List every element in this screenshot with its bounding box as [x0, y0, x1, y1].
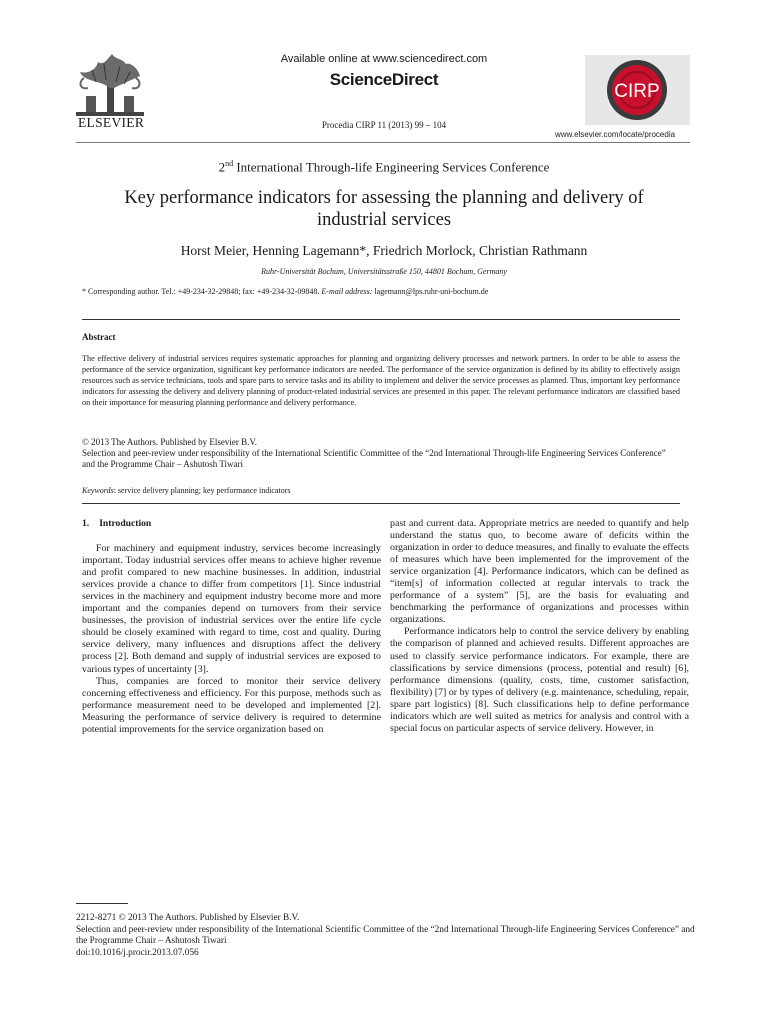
peer-review-note: Selection and peer-review under responsibility of the International Scientific Committee of the “2nd International Through-life Engineering Services Conference” and the Programme Chair – Ashutosh Tiwari	[82, 448, 666, 470]
author-list: Horst Meier, Henning Lagemann*, Friedrich Morlock, Christian Rathmann	[180, 243, 588, 258]
affiliation: Ruhr-Universität Bochum, Universitätsstraße 150, 44801 Bochum, Germany	[261, 267, 507, 276]
paragraph: For machinery and equipment industry, services become increasingly important. Today industrial services offer means to achieve higher revenue and profit compared to new machine businesses. In addition, industrial services provide a chance to differ from competitors [1]. Since industrial services in the machinery and equipment industry become more and more important and the companies depend on turnovers from their service businesses, the provision of industrial services over the entire life cycle should be closely examined with regard to time, cost and quality. During service delivery, many influences and disruptions affect the delivery process [2]. Both demand and supply of industrial services are exposed to various types of uncertainty [3].	[82, 543, 381, 675]
abstract-bottom-divider	[82, 503, 680, 504]
abstract-heading: Abstract	[82, 332, 116, 342]
paragraph: Thus, companies are forced to monitor their service delivery concerning effectiveness and efficiency. For this purpose, methods such as performance measurement need to be developed and implemented [2]. Measuring the performance of service delivery is required to determine potential improvements for the service organization based on	[82, 675, 381, 735]
keywords: Keywords: service delivery planning; key performance indicators	[82, 486, 291, 495]
issn-line: 2212-8271 © 2013 The Authors. Published by Elsevier B.V.	[76, 913, 300, 923]
copyright-block	[82, 437, 680, 471]
cirp-logo-text: CIRP	[614, 81, 660, 102]
abstract-text: The effective delivery of industrial services requires systematic approaches for planning and organizing delivery processes and network partners. In order to be able to assess the performance of the service organization, significant key performance indicators are needed. The performance of the service organization is defined by its ability to effectively assign resources such as service technicians, tools and spare parts to service tasks and its ability to implement and deliver the service processes as planned. Thus, important key performance indicators for assessing the delivery and delivery planning of product-related industrial services are presented in this paper. The relevant performance indicators are classified based on their importance for measuring planning performance and delivery performance.	[82, 354, 680, 408]
cirp-logo-panel	[585, 55, 690, 125]
right-column	[390, 518, 689, 735]
section-heading: 1. Introduction	[82, 518, 152, 529]
elsevier-wordmark: ELSEVIER	[78, 115, 145, 130]
corresponding-author: * Corresponding author. Tel.: +49-234-32-29848; fax: +49-234-32-09848. E-mail address: lagemann@lps.ruhr-uni-bochum.de	[82, 287, 489, 296]
header-divider	[76, 142, 690, 143]
footer-block	[76, 913, 696, 959]
footnote-divider	[76, 903, 128, 904]
journal-reference: Procedia CIRP 11 (2013) 99 – 104	[321, 120, 447, 130]
conference-name: 2nd International Through-life Engineering Services Conference	[218, 159, 550, 175]
copyright-line: © 2013 The Authors. Published by Elsevier B.V.	[82, 437, 258, 447]
abstract-top-divider	[82, 319, 680, 320]
available-online-text: Available online at www.sciencedirect.com	[280, 53, 488, 65]
paragraph: past and current data. Appropriate metrics are needed to quantify and help understand the status quo, to become aware of deficits within the organization in order to deduce measures, and finally to evaluate the effects of measures which have been implemented for the improvement of the service organization [4]. Performance indicators, which can be defined as “item[s] of information collected at regular intervals to track the performance of a system” [5], are the basis for evaluating and benchmarking the performance of organizations and processes within organizations.	[390, 518, 689, 626]
sciencedirect-logo: ScienceDirect	[329, 70, 439, 89]
cirp-logo-icon	[585, 55, 690, 125]
doi-link[interactable]: doi:10.1016/j.procir.2013.07.056	[76, 947, 199, 958]
email-link[interactable]: lagemann@lps.ruhr-uni-bochum.de	[372, 287, 489, 296]
footer-review-note: Selection and peer-review under responsibility of the International Scientific Committee of the “2nd International Through-life Engineering Services Conference” and the Programme Chair – Ashutosh Tiwari	[76, 924, 695, 947]
left-column	[82, 518, 381, 736]
paper-title: Key performance indicators for assessing the planning and delivery of industrial services	[124, 188, 644, 230]
paragraph: Performance indicators help to control the service delivery by enabling the comparison of planned and achieved results. Different approaches are used to classify service performance indicators. For example, there are classifications by service dimensions (process, potential and result) [6], performance dimensions (quality, costs, time, customer satisfaction, flexibility) [7] or by types of delivery (e.g. maintenance, scheduling, repair, spare part logistics) [8]. Such classifications help to define performance indicators which are well suited as metrics for analysis and control with a special focus on particular aspects of service delivery. However, in	[390, 626, 689, 734]
journal-url[interactable]: www.elsevier.com/locate/procedia	[555, 130, 676, 139]
